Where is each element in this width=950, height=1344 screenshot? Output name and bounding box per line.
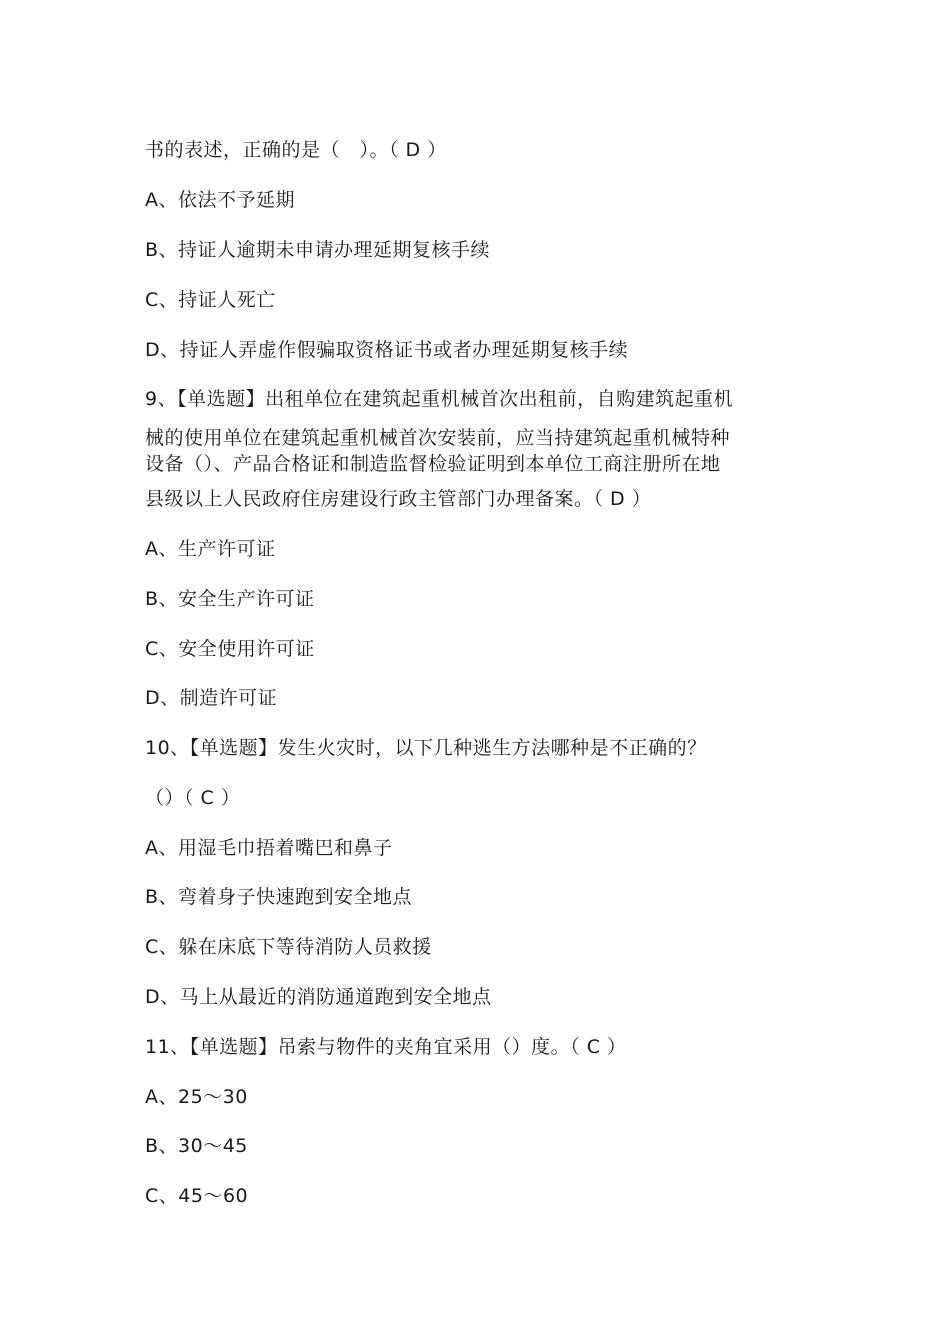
q8-option-c: C、持证人死亡 — [145, 289, 276, 311]
q11-option-c: C、45～60 — [145, 1185, 249, 1207]
q10-option-c: C、躲在床底下等待消防人员救援 — [145, 936, 432, 958]
q8-option-b: B、持证人逾期未申请办理延期复核手续 — [145, 239, 491, 261]
q9-stem-line-3: 设备（）、产品合格证和制造监督检验证明到本单位工商注册所在地 — [145, 453, 721, 475]
q10-option-b: B、弯着身子快速跑到安全地点 — [145, 886, 413, 908]
q10-option-d: D、马上从最近的消防通道跑到安全地点 — [145, 986, 492, 1008]
q9-option-d: D、制造许可证 — [145, 687, 278, 709]
q9-stem-line-1: 9、【单选题】出租单位在建筑起重机械首次出租前，自购建筑起重机 — [145, 388, 734, 410]
q9-option-c: C、安全使用许可证 — [145, 638, 315, 660]
q10-option-a: A、用湿毛巾捂着嘴巴和鼻子 — [145, 837, 393, 859]
q8-stem-tail: 书的表述，正确的是（ ）。（ D ） — [145, 139, 447, 161]
q11-option-a: A、25～30 — [145, 1086, 248, 1108]
q10-stem-line-2: （）（ C ） — [145, 787, 241, 809]
q9-stem-line-4: 县级以上人民政府住房建设行政主管部门办理备案。（ D ） — [145, 488, 652, 510]
q9-stem-line-2: 械的使用单位在建筑起重机械首次安装前，应当持建筑起重机械特种 — [145, 427, 731, 449]
q11-stem: 11、【单选题】吊索与物件的夹角宜采用（）度。（ C ） — [145, 1036, 627, 1058]
q9-option-a: A、生产许可证 — [145, 538, 276, 560]
q8-option-d: D、持证人弄虚作假骗取资格证书或者办理延期复核手续 — [145, 339, 629, 361]
q9-option-b: B、安全生产许可证 — [145, 588, 315, 610]
q11-option-b: B、30～45 — [145, 1135, 248, 1157]
q10-stem-line-1: 10、【单选题】发生火灾时，以下几种逃生方法哪种是不正确的？ — [145, 737, 707, 759]
q8-option-a: A、依法不予延期 — [145, 189, 295, 211]
